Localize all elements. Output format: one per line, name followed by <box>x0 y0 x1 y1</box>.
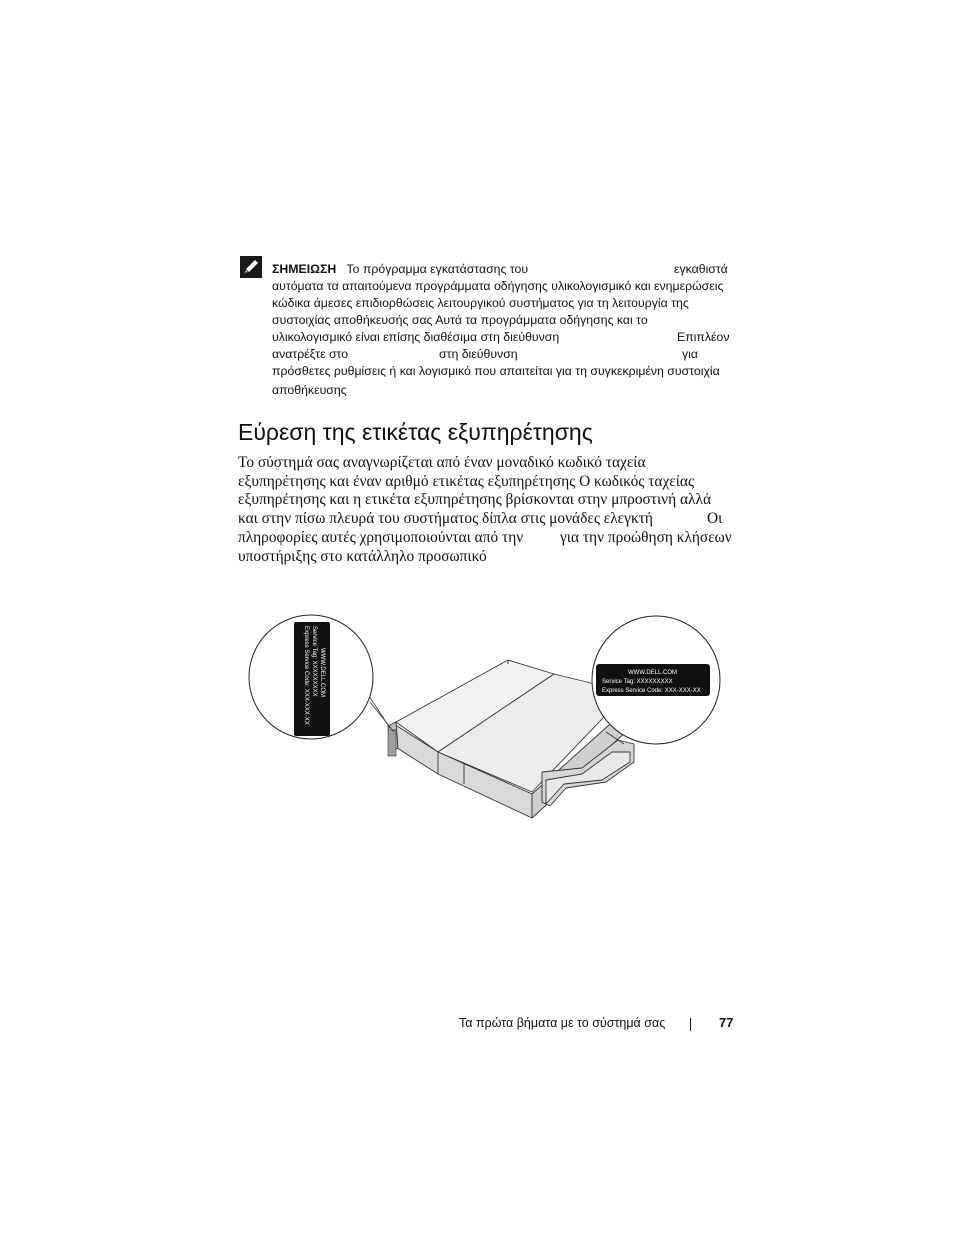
note-text: πρόσθετες ρυθμίσεις ή και λογισμικό που απαιτείται για τη συγκεκριμένη συστοιχία <box>272 364 720 378</box>
note-text: στη διεύθυνση <box>439 347 518 361</box>
note-text: Το πρόγραμμα εγκατάστασης του <box>346 262 529 276</box>
tag-url-right: WWW.DELL.COM <box>628 670 677 676</box>
tag-url-left: WWW.DELL.COM <box>319 648 325 697</box>
body-text-line: Οι <box>707 510 723 527</box>
note-text: για <box>682 347 698 361</box>
note-text: υλικολογισμικό είναι επίσης διαθέσιμα στη διεύθυνση <box>272 330 560 344</box>
tag-express-left: Express Service Code: XXX-XXX-XX <box>303 626 309 725</box>
note-text: αυτόματα τα απαιτούμενα προγράμματα οδήγησης υλικολογισμικό και ενημερώσεις <box>272 279 724 293</box>
note-pencil-icon <box>240 256 262 278</box>
tag-express-right: Express Service Code: XXX-XXX-XX <box>602 688 701 694</box>
tag-service-left: Service Tag: XXXXXXXXX <box>311 626 317 697</box>
footer-separator <box>690 1018 691 1031</box>
note-text: κώδικα άμεσες επιδιορθώσεις λειτουργικού συστήματος για τη λειτουργία της <box>272 296 689 310</box>
tag-service-right: Service Tag: XXXXXXXXX <box>602 679 673 685</box>
front-panel-ear <box>388 730 396 756</box>
body-text-line: και στην πίσω πλευρά του συστήματος δίπλα στις μονάδες ελεγκτή <box>238 510 653 527</box>
body-text-line: υποστήριξης στο κατάλληλο προσωπικό <box>238 548 487 565</box>
body-text-line: Το σύστημά σας αναγνωρίζεται από έναν μοναδικό κωδικό ταχεία <box>238 454 646 471</box>
note-label: ΣΗΜΕΙΩΣΗ <box>272 262 337 276</box>
service-tag-location-figure <box>246 612 726 827</box>
note-line-1 <box>272 261 528 277</box>
page-number: 77 <box>719 1015 734 1030</box>
right-callout <box>592 616 720 744</box>
body-text-line: πληροφορίες αυτές χρησιμοποιούνται από την <box>238 529 524 546</box>
body-text-line: εξυπηρέτησης και έναν αριθμό ετικέτας εξυπηρέτησης Ο κωδικός ταχείας <box>238 473 695 490</box>
note-text: συστοιχίας αποθήκευσής σας Αυτά τα προγράμματα οδήγησης και το <box>272 313 648 327</box>
note-text: Επιπλέον <box>677 330 730 344</box>
note-text: εγκαθιστά <box>674 262 728 276</box>
section-heading: Εύρεση της ετικέτας εξυπηρέτησης <box>238 419 593 445</box>
footer-title: Τα πρώτα βήματα με το σύστημά σας <box>459 1016 666 1030</box>
note-text: αποθήκευσης <box>272 383 347 397</box>
left-callout <box>249 615 394 739</box>
body-text-line: για την προώθηση κλήσεων <box>560 529 732 546</box>
body-text-line: εξυπηρέτησης και η ετικέτα εξυπηρέτησης βρίσκονται στην μπροστινή αλλά <box>238 491 712 508</box>
note-text: ανατρέξτε στο <box>272 347 349 361</box>
